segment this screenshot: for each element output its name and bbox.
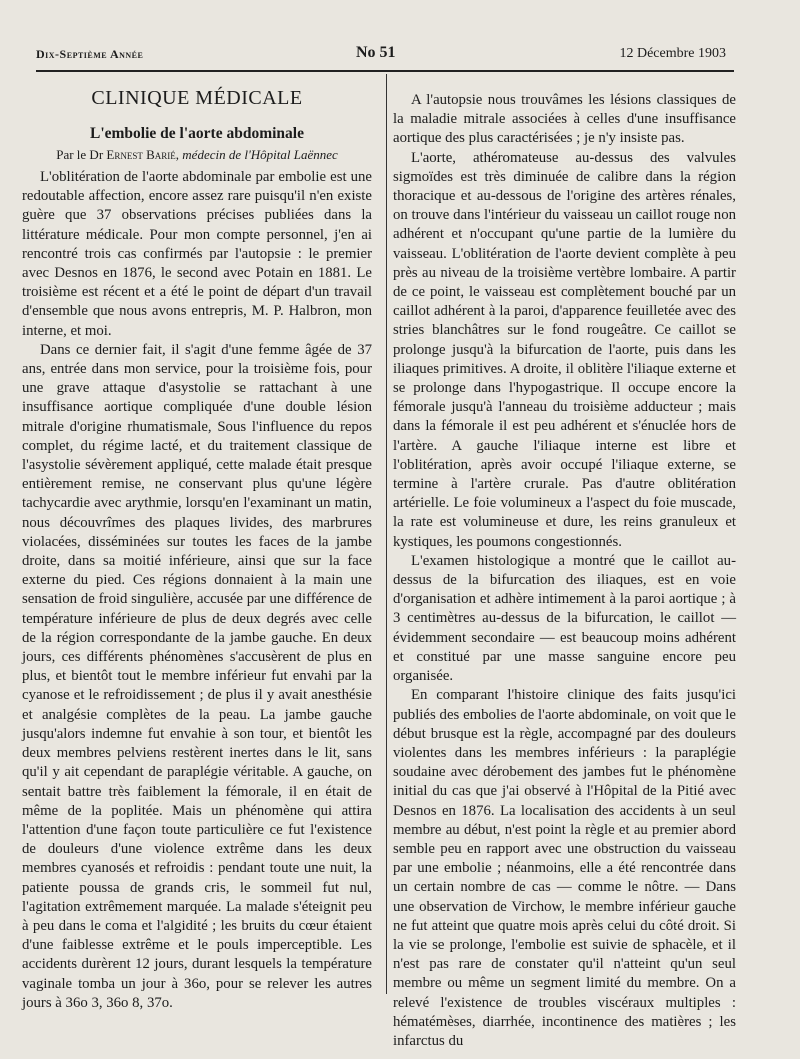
paragraph: A l'autopsie nous trouvâmes les lésions classiques de la maladie mitrale associées à celles d'une insuffisance aortique des plus caractérisées ; je n'y insiste pas. <box>393 92 736 147</box>
paragraph: L'examen histologique a montré que le caillot au-dessus de la bifurcation des iliaques, est en voie d'organisation et adhère intimement à la paroi aortique ; à 3 centimètres au-dessus de la bifurcation, le caillot — évidemment secondaire — est beaucoup moins adhérent et constitué par une masse sanguine encore peu organisée. <box>393 552 736 685</box>
running-header <box>36 44 726 66</box>
header-rule <box>36 70 734 72</box>
author-role: médecin de l'Hôpital Laënnec <box>182 147 338 162</box>
section-title: CLINIQUE MÉDICALE <box>91 87 303 109</box>
byline-prefix: Par le Dr <box>56 147 104 162</box>
author-name: Ernest Barié, <box>106 147 180 162</box>
volume-year: Dix-Septième Année <box>36 47 144 61</box>
column-divider <box>386 74 387 994</box>
left-column <box>22 86 372 1013</box>
issue-number: No 51 <box>356 44 396 61</box>
paragraph: L'oblitération de l'aorte abdominale par embolie est une redoutable affection, encore assez rare puisqu'il n'en existe guère que 37 observations précises publiées dans la littérature médicale. Pour mon compte personnel, j'en ai rencontré trois cas confirmés par l'autopsie : le premier avec Desnos en 1876, le second avec Potain en 1881. Le troisième est récent et a été le point de départ d'un travail d'ensemble que nous avons entrepris, M. P. Halbron, mon interne, et moi. <box>22 169 372 339</box>
paragraph: En comparant l'histoire clinique des faits jusqu'ici publiés des embolies de l'aorte abdominale, on voit que le début brusque est la règle, accompagné par des douleurs violentes dans les membres inférieurs : la paraplégie soudaine avec dérobement des jambes fut le phénomène initial du cas que j'ai observé à l'Hôpital de la Pitié avec Desnos en 1876. La localisation des accidents à un seul membre au début, n'est point la règle et au premier abord semble peu en rapport avec une obstruction du vaisseau par une embolie ; néanmoins, elle a été rencontrée dans un certain nombre de cas — comme le nôtre. — Dans une observation de Virchow, le membre inférieur gauche ne fut atteint que quatre mois après celui du côté droit. Si la vie se prolonge, l'embolie est suivie de sphacèle, et il n'est pas rare de constater qu'il n'atteint qu'un seul membre ou même un segment limité du membre. On a relevé l'existence de troubles viscéraux multiples : hématémèses, diarrhée, incontinence des matières ; les infarctus du <box>393 687 736 1049</box>
issue-date: 12 Décembre 1903 <box>619 46 726 61</box>
right-column <box>393 91 736 1051</box>
byline <box>22 146 372 164</box>
paragraph: Dans ce dernier fait, il s'agit d'une femme âgée de 37 ans, entrée dans mon service, pour la troisième fois, pour une grave attaque d'asystolie se rattachant à une insuffisance aortique compliquée d'une double lésion mitrale d'origine rhumatismale, Sous l'influence du repos complet, du régime lacté, et du traitement classique de l'asystolie sévèrement appliqué, cette malade était presque entièrement remise, ne conservant plus qu'une légère tachycardie avec arythmie, lorsqu'en l'examinant un matin, nous découvrîmes des plaques livides, des marbrures violacées, disséminées sur toutes les faces de la jambe droite, dans sa moitié inférieure, ainsi que sur la face externe du pied. Ces régions donnaient à la main une sensation de froid singulière, accusée par une différence de température inférieure de plus de deux degrés avec celle de la région correspondante de la jambe gauche. En deux jours, ces différents phénomènes s'accusèrent de plus en plus, et bientôt tout le membre inférieur fut envahi par la cyanose et le refroidissement ; de plus il y avait anesthésie et analgésie complètes de la peau. La jambe gauche jusqu'alors indemne fut envahie à son tour, et bientôt les deux membres pelviens restèrent inertes dans le lit, sans qu'il y ait cependant de paraplégie véritable. A gauche, on sentait battre très faiblement la fémorale, il en était de même de la poplitée. Mais un phénomène qui attira l'attention d'une façon toute particulière ce fut l'existence de douleurs d'une violence extrême dans les deux membres cyanosés et refroidis : pendant toute une nuit, la patiente poussa de grands cris, le sommeil fut nul, l'agitation extrêmement marquée. La malade s'éteignit peu à peu dans le coma et l'algidité ; les bruits du cœur étaient d'une faiblesse extrême et le pouls imperceptible. Les accidents durèrent 12 jours, durant lesquels la température vaginale tomba un jour à 36o, pour se relever les autres jours à 36o 3, 36o 8, 37o. <box>22 341 372 1011</box>
article-title: L'embolie de l'aorte abdominale <box>90 125 304 142</box>
paragraph: L'aorte, athéromateuse au-dessus des valvules sigmoïdes est très diminuée de calibre dans la région thoracique et au-dessous de l'origine des artères rénales, on trouve dans l'intérieur du vaisseau un caillot rouge non adhérent et n'occupant qu'une partie de la lumière du vaisseau. L'oblitération de l'aorte devient complète à peu près au niveau de la troisième vertèbre lombaire. A partir de ce point, le vaisseau est complètement bouché par un caillot adhérent à la paroi, d'apparence feuilletée avec des stries blanchâtres sur le fond rougeâtre. Ce caillot se prolonge jusqu'à la bifurcation de l'aorte, puis dans les iliaques primitives. A droite, il oblitère l'iliaque externe et se prolonge dans l'hypogastrique. Il occupe encore la fémorale jusqu'à l'anneau du troisième adducteur ; mais dans la fémorale il est peu adhérent et s'énuclée hors de l'artère. A gauche l'iliaque interne est libre et l'oblitération, après avoir occupé l'iliaque externe, se termine à l'artère crurale. Pas d'autre oblitération artérielle. Le foie volumineux a l'aspect du foie muscade, la rate est volumineuse et dure, les reins granuleux et kystiques, les poumons congestionnés. <box>393 149 736 550</box>
